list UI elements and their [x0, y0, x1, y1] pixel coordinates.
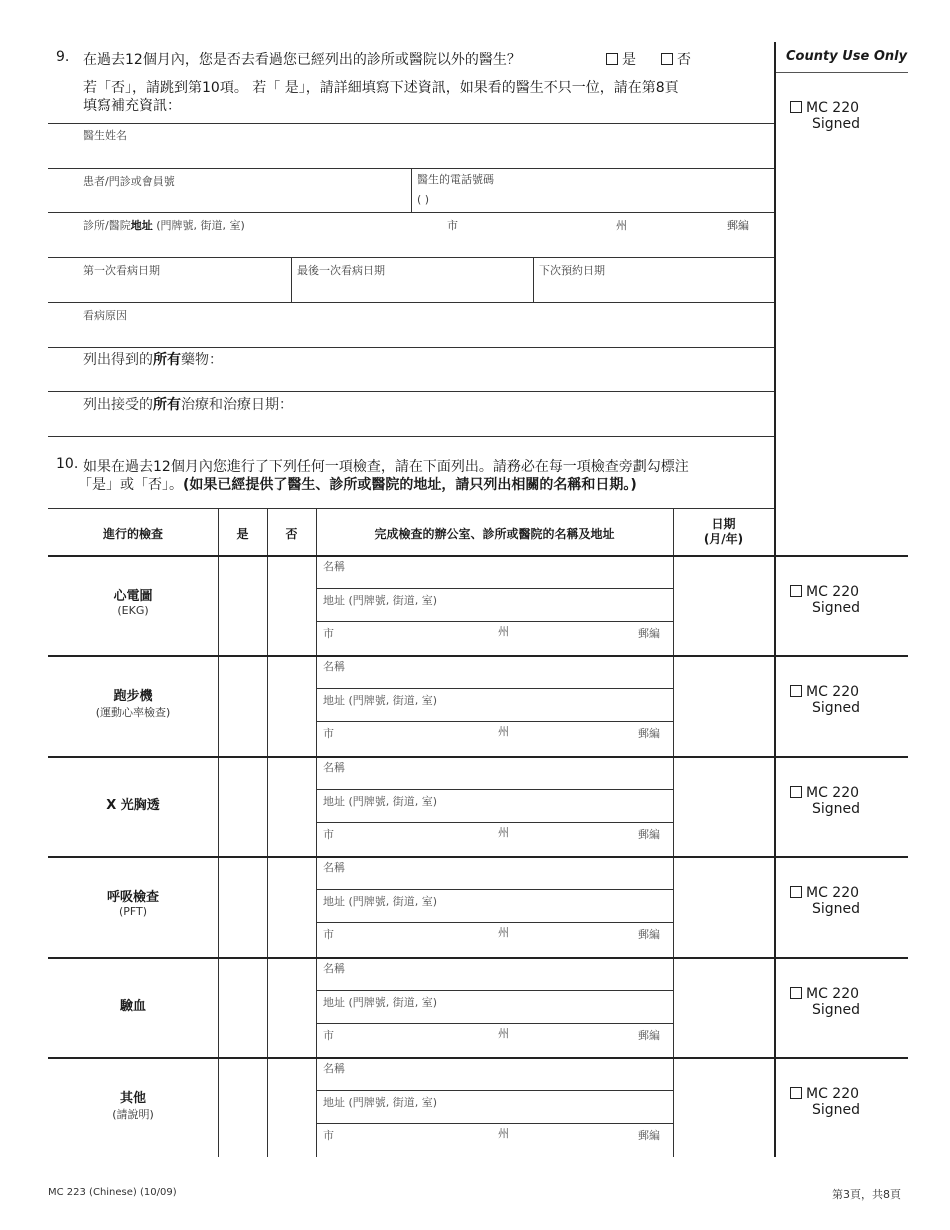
clinic-address-label: 診所/醫院地址 (門牌號, 街道, 室) — [83, 219, 245, 232]
facility-name-field[interactable] — [317, 858, 672, 889]
facility-state-label: 州 — [498, 725, 509, 738]
facility-address-label: 地址 (門牌號, 街道, 室) — [323, 694, 438, 707]
facility-city-label: 市 — [323, 828, 334, 841]
facility-state-label: 州 — [498, 1027, 509, 1040]
facility-name-field[interactable] — [317, 758, 672, 789]
test-name-3: 呼吸檢查 (PFT) — [106, 890, 159, 918]
rule — [48, 508, 774, 509]
city-label: 市 — [447, 219, 458, 232]
mc220-checkbox-test-2[interactable]: MC 220 Signed — [790, 785, 860, 817]
test-no-cell[interactable] — [268, 858, 315, 956]
q9-number: 9. — [56, 49, 70, 65]
header-yes: 是 — [236, 527, 249, 541]
checkbox-icon — [790, 886, 802, 898]
clinic-address-field[interactable] — [48, 213, 774, 257]
facility-address-label: 地址 (門牌號, 街道, 室) — [323, 1096, 438, 1109]
page-number: 第3頁，共8頁 — [832, 1188, 901, 1201]
test-yes-cell[interactable] — [219, 959, 266, 1057]
checkbox-icon — [790, 1087, 802, 1099]
medications-label: 列出得到的所有藥物： — [83, 352, 223, 368]
test-name-1: 跑步機 (運動心率檢查) — [95, 689, 171, 719]
facility-state-label: 州 — [498, 1127, 509, 1140]
test-date-field[interactable] — [674, 657, 773, 755]
last-visit-field[interactable] — [292, 258, 533, 302]
doctor-phone-label: 醫生的電話號碼 — [417, 173, 494, 186]
checkbox-icon — [790, 101, 802, 113]
first-visit-label: 第一次看病日期 — [83, 264, 160, 277]
test-date-field[interactable] — [674, 557, 773, 655]
facility-address-field[interactable] — [317, 689, 672, 721]
facility-city-field[interactable] — [317, 722, 672, 754]
facility-city-field[interactable] — [317, 622, 672, 654]
q10-number: 10. — [56, 456, 79, 472]
test-no-cell[interactable] — [268, 1059, 315, 1157]
test-yes-cell[interactable] — [219, 1059, 266, 1157]
sidebar-divider — [774, 42, 776, 1157]
facility-address-label: 地址 (門牌號, 街道, 室) — [323, 895, 438, 908]
test-date-field[interactable] — [674, 858, 773, 956]
q9-no-option[interactable]: 否 — [661, 49, 691, 69]
phone-format: ( ) — [417, 193, 430, 206]
test-no-cell[interactable] — [268, 557, 315, 655]
header-no: 否 — [285, 527, 298, 541]
facility-zip-label: 郵編 — [638, 627, 660, 640]
test-no-cell[interactable] — [268, 657, 315, 755]
facility-city-label: 市 — [323, 1029, 334, 1042]
facility-name-field[interactable] — [317, 959, 672, 990]
test-yes-cell[interactable] — [219, 758, 266, 856]
facility-address-label: 地址 (門牌號, 街道, 室) — [323, 795, 438, 808]
county-use-header: County Use Only — [786, 49, 908, 64]
medications-field[interactable] — [48, 348, 774, 391]
test-yes-cell[interactable] — [219, 657, 266, 755]
rule — [48, 436, 774, 437]
checkbox-icon — [606, 53, 618, 65]
mc220-checkbox-test-5[interactable]: MC 220 Signed — [790, 1086, 860, 1118]
q10-line1: 如果在過去12個月內您進行了下列任何一項檢查，請在下面列出。請務必在每一項檢查旁劃勾標注 — [83, 459, 689, 475]
facility-name-label: 名稱 — [323, 560, 345, 573]
next-appt-field[interactable] — [534, 258, 774, 302]
facility-name-field[interactable] — [317, 1059, 672, 1090]
header-facility: 完成檢查的辦公室、診所或醫院的名稱及地址 — [374, 527, 615, 541]
facility-address-field[interactable] — [317, 790, 672, 822]
facility-city-label: 市 — [323, 1129, 334, 1142]
facility-name-field[interactable] — [317, 657, 672, 688]
mc220-checkbox-test-3[interactable]: MC 220 Signed — [790, 885, 860, 917]
facility-state-label: 州 — [498, 826, 509, 839]
test-no-cell[interactable] — [268, 758, 315, 856]
header-date: 日期 (月/年) — [703, 517, 744, 546]
facility-city-field[interactable] — [317, 923, 672, 955]
mc220-checkbox-test-1[interactable]: MC 220 Signed — [790, 684, 860, 716]
mc220-checkbox-test-0[interactable]: MC 220 Signed — [790, 584, 860, 616]
last-visit-label: 最後一次看病日期 — [297, 264, 385, 277]
test-name-4: 驗血 — [119, 999, 146, 1014]
facility-state-label: 州 — [498, 926, 509, 939]
checkbox-icon — [661, 53, 673, 65]
q9-yes-option[interactable]: 是 — [606, 49, 636, 69]
facility-zip-label: 郵編 — [638, 727, 660, 740]
facility-city-field[interactable] — [317, 1024, 672, 1056]
checkbox-icon — [790, 786, 802, 798]
facility-address-label: 地址 (門牌號, 街道, 室) — [323, 996, 438, 1009]
test-yes-cell[interactable] — [219, 557, 266, 655]
facility-name-label: 名稱 — [323, 660, 345, 673]
doctor-name-field[interactable] — [48, 124, 774, 168]
test-no-cell[interactable] — [268, 959, 315, 1057]
first-visit-field[interactable] — [48, 258, 291, 302]
facility-city-field[interactable] — [317, 1124, 672, 1156]
q9-instruction-line2: 填寫補充資訊： — [83, 98, 181, 114]
treatments-field[interactable] — [48, 392, 774, 436]
reason-field[interactable] — [48, 303, 774, 347]
treatments-label: 列出接受的所有治療和治療日期： — [83, 397, 293, 413]
test-date-field[interactable] — [674, 1059, 773, 1157]
test-name-0: 心電圖 (EKG) — [113, 589, 153, 617]
mc220-checkbox-q9[interactable]: MC 220 Signed — [790, 100, 860, 132]
q9-question: 在過去12個月內，您是否去看過您已經列出的診所或醫院以外的醫生？ — [83, 52, 521, 68]
facility-city-label: 市 — [323, 928, 334, 941]
patient-id-field[interactable] — [48, 169, 411, 212]
facility-city-label: 市 — [323, 727, 334, 740]
facility-name-label: 名稱 — [323, 761, 345, 774]
county-header-rule — [776, 72, 908, 73]
next-appt-label: 下次預約日期 — [539, 264, 605, 277]
test-name-2: X 光胸透 — [106, 798, 160, 813]
checkbox-icon — [790, 585, 802, 597]
zip-label: 郵編 — [727, 219, 749, 232]
facility-name-label: 名稱 — [323, 1062, 345, 1075]
facility-address-field[interactable] — [317, 1091, 672, 1123]
form-id: MC 223 (Chinese) (10/09) — [48, 1187, 177, 1198]
facility-address-label: 地址 (門牌號, 街道, 室) — [323, 594, 438, 607]
doctor-phone-field[interactable] — [412, 169, 774, 212]
facility-name-label: 名稱 — [323, 962, 345, 975]
checkbox-icon — [790, 987, 802, 999]
mc220-checkbox-test-4[interactable]: MC 220 Signed — [790, 986, 860, 1018]
test-date-field[interactable] — [674, 758, 773, 856]
doctor-name-label: 醫生姓名 — [83, 129, 127, 142]
facility-zip-label: 郵編 — [638, 1129, 660, 1142]
facility-zip-label: 郵編 — [638, 1029, 660, 1042]
header-test: 進行的檢查 — [102, 527, 163, 541]
facility-zip-label: 郵編 — [638, 928, 660, 941]
facility-name-field[interactable] — [317, 557, 672, 588]
facility-city-label: 市 — [323, 627, 334, 640]
facility-address-field[interactable] — [317, 991, 672, 1023]
test-yes-cell[interactable] — [219, 858, 266, 956]
test-date-field[interactable] — [674, 959, 773, 1057]
facility-address-field[interactable] — [317, 589, 672, 621]
facility-name-label: 名稱 — [323, 861, 345, 874]
q9-instruction-line1: 若「否」，請跳到第10項。 若「 是」，請詳細填寫下述資訊，如果看的醫生不只一位，請在第8頁 — [83, 80, 679, 96]
checkbox-icon — [790, 685, 802, 697]
q10-line2: 「是」或「否」。(如果已經提供了醫生、診所或醫院的地址，請只列出相關的名稱和日期。) — [78, 477, 637, 493]
reason-label: 看病原因 — [83, 309, 127, 322]
test-name-5: 其他 (請說明) — [112, 1091, 154, 1121]
patient-id-label: 患者/門診或會員號 — [83, 175, 175, 188]
facility-address-field[interactable] — [317, 890, 672, 922]
facility-city-field[interactable] — [317, 823, 672, 855]
state-label: 州 — [616, 219, 627, 232]
facility-zip-label: 郵編 — [638, 828, 660, 841]
facility-state-label: 州 — [498, 625, 509, 638]
